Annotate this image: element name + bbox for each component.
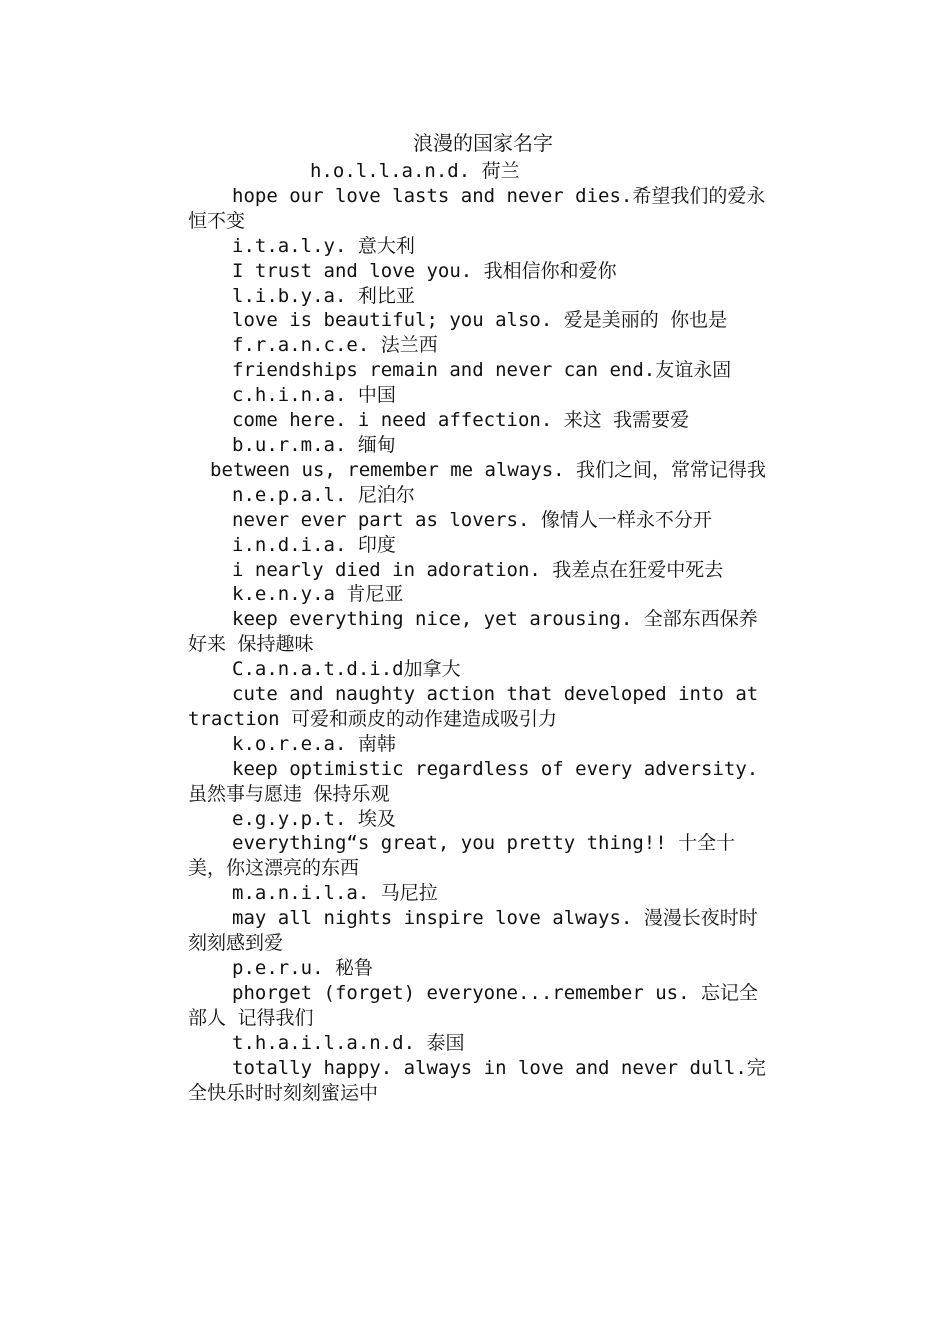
- text-line: cute and naughty action that developed into attraction 可爱和顽皮的动作建造成吸引力: [188, 683, 759, 730]
- text-line: k.o.r.e.a. 南韩: [232, 732, 396, 755]
- text-lines: [188, 159, 768, 1105]
- text-line: i.n.d.i.a. 印度: [232, 533, 396, 556]
- text-line: may all nights inspire love always. 漫漫长夜时时刻刻感到爱: [188, 907, 758, 955]
- text-line: c.h.i.n.a. 中国: [232, 384, 396, 407]
- text-line: i nearly died in adoration. 我差点在狂爱中死去: [232, 558, 724, 581]
- text-line: hope our love lasts and never dies.希望我们的爱永恒不变: [188, 184, 766, 232]
- text-line: keep everything nice, yet arousing. 全部东西保养好来 保持趣味: [188, 608, 758, 656]
- text-line: everything“s great, you pretty thing!! 十全十美，你这漂亮的东西: [188, 832, 736, 880]
- text-line: phorget (forget) everyone...remember us. 忘记全部人 记得我们: [188, 981, 758, 1029]
- text-line: k.e.n.y.a 肯尼亚: [232, 583, 404, 606]
- text-line: f.r.a.n.c.e. 法兰西: [232, 334, 438, 357]
- text-line: p.e.r.u. 秘鲁: [232, 957, 373, 979]
- text-line: b.u.r.m.a. 缅甸: [232, 433, 396, 456]
- text-line: never ever part as lovers. 像情人一样永不分开: [232, 508, 712, 531]
- text-line: I trust and love you. 我相信你和爱你: [232, 259, 617, 282]
- text-line: t.h.a.i.l.a.n.d. 泰国: [232, 1031, 465, 1054]
- text-line: m.a.n.i.l.a. 马尼拉: [232, 882, 438, 905]
- text-line: i.t.a.l.y. 意大利: [232, 234, 415, 257]
- text-line: keep optimistic regardless of every adversity. 虽然事与愿违 保持乐观: [188, 757, 770, 805]
- text-line: C.a.n.a.t.d.i.d加拿大: [232, 658, 461, 681]
- text-line: friendships remain and never can end.友谊永固: [232, 359, 732, 382]
- text-line: between us, remember me always. 我们之间，常常记得我: [210, 458, 767, 481]
- text-line: totally happy. always in love and never dull.完全快乐时时刻刻蜜运中: [188, 1056, 766, 1104]
- text-line: l.i.b.y.a. 利比亚: [232, 284, 415, 307]
- document-title: 浪漫的国家名字: [413, 131, 553, 155]
- text-line: e.g.y.p.t. 埃及: [232, 807, 396, 830]
- document-body: [188, 128, 768, 1105]
- text-line: n.e.p.a.l. 尼泊尔: [232, 483, 415, 506]
- text-line: come here. i need affection. 来这 我需要爱: [232, 409, 690, 432]
- text-line: h.o.l.l.a.n.d. 荷兰: [310, 160, 520, 182]
- text-line: love is beautiful; you also. 爱是美丽的 你也是: [232, 309, 728, 332]
